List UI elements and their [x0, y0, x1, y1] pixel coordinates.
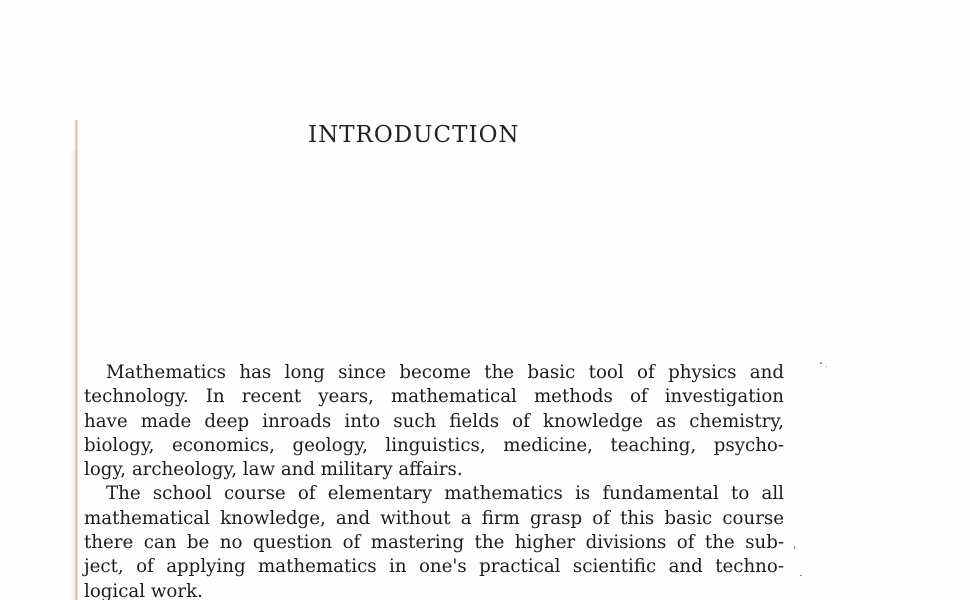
- page-binding-edge: [74, 120, 78, 600]
- print-speck: [820, 362, 822, 364]
- text-line: have made deep inroads into such fields of knowledge as chemistry,: [84, 410, 784, 432]
- text-line: logy, archeology, law and military affairs.: [84, 459, 463, 481]
- text-line: biology, economics, geology, linguistics, medicine, teaching, psycho-: [84, 434, 784, 456]
- print-speck: [794, 546, 795, 549]
- paragraph-1: [84, 361, 784, 482]
- text-line: there can be no question of mastering the higher divisions of the sub-: [84, 532, 784, 554]
- text-line: The school course of elementary mathematics is fundamental to all: [106, 483, 784, 505]
- paragraph-2: [84, 482, 784, 600]
- body-text: [84, 361, 784, 600]
- text-line: technology. In recent years, mathematical methods of investigation: [84, 386, 784, 408]
- chapter-heading: INTRODUCTION: [308, 122, 520, 148]
- text-line: logical work.: [84, 580, 203, 600]
- text-line: Mathematics has long since become the basic tool of physics and: [106, 362, 784, 383]
- print-speck: [800, 575, 802, 576]
- text-line: ject, of applying mathematics in one's practical scientific and techno-: [84, 556, 784, 578]
- text-line: mathematical knowledge, and without a firm grasp of this basic course: [84, 507, 784, 529]
- print-speck: [826, 366, 827, 367]
